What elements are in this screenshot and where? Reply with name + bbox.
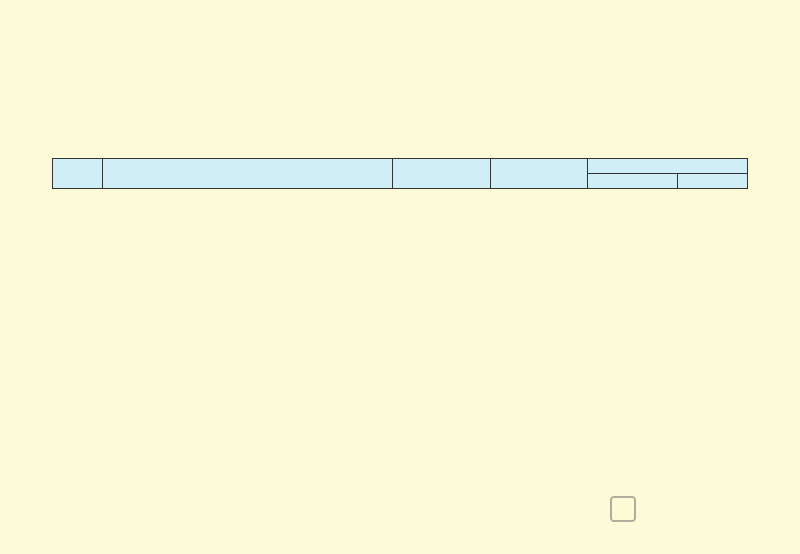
col-header-usd	[588, 174, 678, 189]
watermark	[610, 494, 642, 522]
top-decoration	[16, 6, 786, 36]
col-header-no	[53, 159, 103, 189]
table-header-row	[53, 159, 748, 174]
col-header-start	[393, 159, 491, 189]
col-header-indicator	[103, 159, 393, 189]
col-header-change	[588, 159, 748, 174]
col-header-pct	[678, 174, 748, 189]
presentation-icon	[610, 496, 636, 522]
working-capital-table	[52, 158, 748, 189]
bottom-decoration	[22, 544, 782, 554]
col-header-end	[491, 159, 588, 189]
